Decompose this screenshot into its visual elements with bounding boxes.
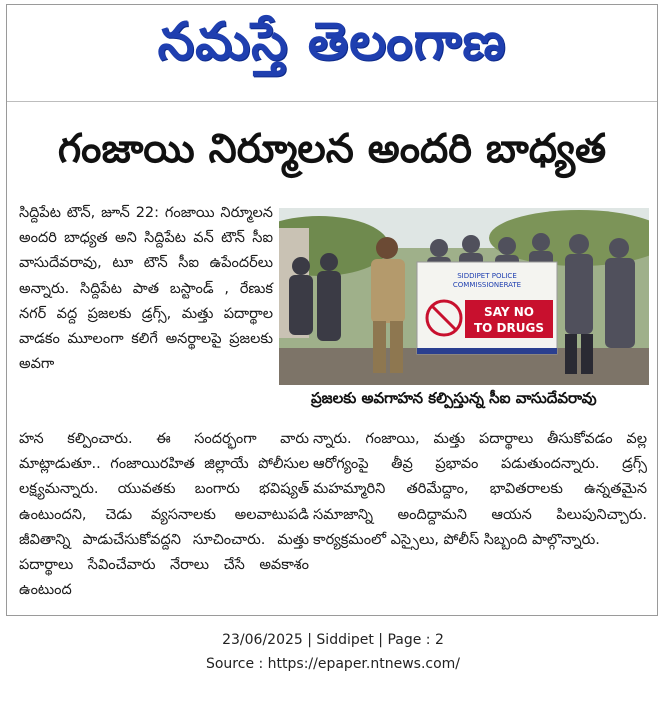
masthead-divider [7,101,657,102]
banner-line-3: SAY NO [484,305,534,319]
footer-source-line: Source : https://epaper.ntnews.com/ [205,656,461,672]
photo-caption [311,385,647,415]
article-paragraph-left-top: సిద్దిపేట టౌన్, జూన్ 22: గంజాయి నిర్మూలన అందరి బాధ్యత అని సిద్దిపేట వన్ టౌన్ సీఐ వాసుదేవరావు, టూ టౌన్ సీఐ ఉపేందర్‌లు అన్నారు. సిద్దిపేట పాత బస్టాండ్ , రేణుక నగర్ వద్ద ప్రజలకు డ్రగ్స్, మత్తు పదార్థాల వాడకం మూలంగా కలిగే అనర్థాలపై ప్రజలకు అవగా [19,205,273,373]
headline-text: గంజాయి నిర్మూలన అందరి బాధ్యత [57,126,607,172]
article-photo [279,208,649,385]
banner-line-4: TO DRUGS [473,321,545,335]
footer-date-line: 23/06/2025 | Siddipet | Page : 2 [222,632,444,648]
banner-line-2: COMMISSIONERATE [452,281,522,289]
banner-line-1: SIDDIPET POLICE [457,272,517,280]
masthead [7,5,657,91]
photo-illustration [279,208,649,385]
newspaper-clipping [6,4,658,616]
article-paragraph-right: న్నారు. గంజాయి, మత్తు పదార్థాలు తీసుకోవడం వల్ల ఆరోగ్యంపై తీవ్ర ప్రభావం పడుతుందన్నారు. డ్రగ్స్ మహమ్మారిని తరిమేద్దాం, భావితరాలకు ఉన్నతమైన సమాజాన్ని అందిద్దామని ఆయన పిలుపునిచ్చారు. కార్యక్రమంలో ఎస్సైలు, పోలీస్ సిబ్బంది పాల్గొన్నారు. [313,431,647,548]
photo-caption-text: ప్రజలకు అవగాహన కల్పిస్తున్న సీఐ వాసుదేవరావు [311,389,597,407]
article-paragraph-left-bottom: హన కల్పించారు. ఈ సందర్భంగా వారు మాట్లాడుతూ.. గంజాయిరహిత జిల్లాయే పోలీసుల లక్ష్యమన్నారు. యువతకు బంగారు భవిష్యత్ ఉంటుందని, చెడు వ్యసనాలకు అలవాటుపడి జీవితాన్ని పాడుచేసుకోవద్దని సూచించారు. మత్తు పదార్థాలు సేవించేవారు నేరాలు చేసే అవకాశం ఉంటుంద [19,431,309,599]
headline [7,119,657,189]
masthead-title: నమస్తే తెలంగాణ [157,11,507,72]
